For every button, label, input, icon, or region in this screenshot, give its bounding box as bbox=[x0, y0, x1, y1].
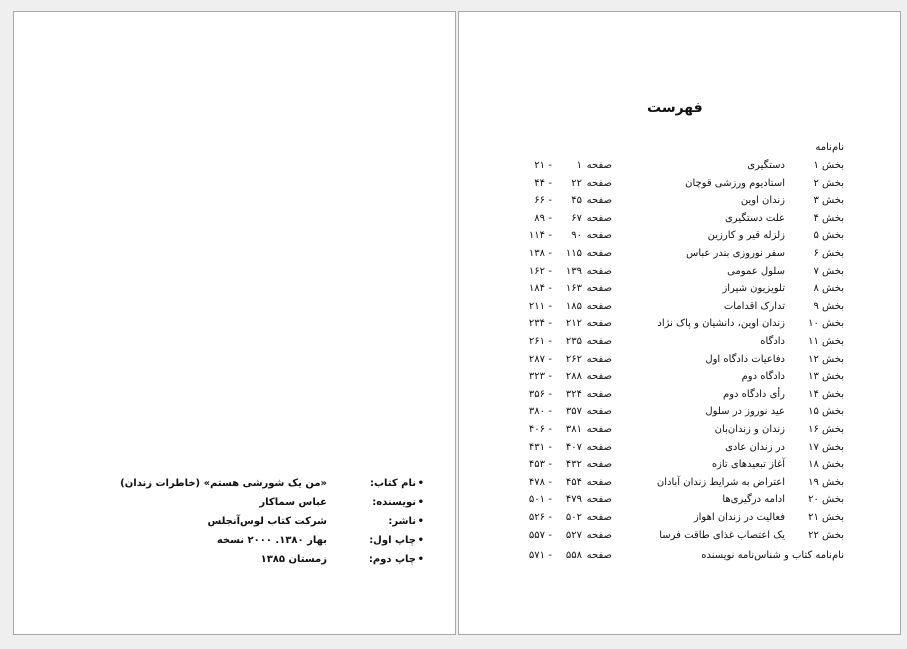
toc-dash: - bbox=[548, 371, 552, 383]
book-info-row bbox=[14, 532, 455, 550]
toc-chapter-title: دادگاه bbox=[760, 336, 785, 347]
book-info-row bbox=[14, 475, 455, 493]
toc-row bbox=[459, 158, 900, 174]
toc-section-number: بخش ۲ bbox=[813, 177, 844, 189]
toc-chapter-title: آغاز تبعیدهای تازه bbox=[711, 459, 785, 471]
bullet-icon: • bbox=[417, 497, 424, 508]
toc-dash: - bbox=[548, 230, 552, 242]
book-info-row bbox=[14, 551, 455, 569]
toc-row bbox=[459, 475, 900, 491]
toc-section-number: بخش ۱۴ bbox=[808, 388, 844, 400]
toc-page-word: صفحه bbox=[586, 529, 612, 541]
toc-row bbox=[459, 457, 900, 473]
toc-subtitle: نام‌نامه bbox=[815, 142, 844, 153]
book-info-row bbox=[14, 494, 455, 512]
toc-page-word: صفحه bbox=[586, 300, 612, 312]
toc-dash: - bbox=[548, 248, 552, 259]
toc-start-page: ۴۵۴ bbox=[565, 476, 582, 488]
toc-row bbox=[459, 422, 900, 438]
toc-section-number: بخش ۱۹ bbox=[808, 476, 844, 488]
book-info-value: شرکت کتاب لوس‌آنجلس bbox=[207, 516, 327, 527]
toc-chapter-title: زندان و زندان‌بان bbox=[714, 424, 785, 435]
toc-end-page: ۲۶۱ bbox=[528, 336, 545, 347]
toc-end-page: ۲۸۷ bbox=[528, 353, 545, 365]
toc-chapter-title: دادگاه دوم bbox=[741, 371, 785, 383]
toc-end-page: ۳۸۰ bbox=[528, 406, 545, 418]
toc-chapter-title: ادامه درگیری‌ها bbox=[722, 494, 785, 506]
toc-dash: - bbox=[548, 512, 552, 523]
toc-row bbox=[459, 404, 900, 420]
toc-page-word: صفحه bbox=[586, 459, 612, 471]
toc-end-page: ۴۴ bbox=[534, 177, 545, 189]
toc-start-page: ۳۵۷ bbox=[565, 406, 582, 418]
toc-page-word: صفحه bbox=[586, 318, 612, 330]
toc-section-number: بخش ۱۶ bbox=[808, 424, 844, 435]
book-info-label: ناشر: bbox=[388, 516, 416, 527]
toc-section-number: بخش ۲۱ bbox=[808, 512, 844, 523]
toc-page-word: صفحه bbox=[586, 230, 612, 242]
toc-section-number: بخش ۱۲ bbox=[808, 353, 844, 365]
toc-start-page: ۲۲ bbox=[571, 177, 582, 189]
bullet-icon: • bbox=[417, 554, 424, 565]
toc-row bbox=[459, 176, 900, 192]
toc-end-page: ۱۸۴ bbox=[528, 283, 545, 295]
toc-section-number: بخش ۱۸ bbox=[808, 459, 844, 471]
toc-start-page: ۳۸۱ bbox=[565, 424, 582, 435]
toc-dash: - bbox=[548, 529, 552, 541]
toc-row bbox=[459, 492, 900, 508]
toc-final-title: نام‌نامه کتاب و شناس‌نامه نویسنده bbox=[701, 550, 844, 562]
toc-page-word: صفحه bbox=[586, 441, 612, 453]
toc-page-word: صفحه bbox=[586, 512, 612, 523]
toc-row bbox=[459, 281, 900, 297]
toc-chapter-title: سلول عمومی bbox=[727, 265, 785, 277]
toc-dash: - bbox=[548, 353, 552, 365]
toc-section-number: بخش ۱۰ bbox=[808, 318, 844, 330]
toc-section-number: بخش ۱ bbox=[813, 160, 844, 171]
toc-row bbox=[459, 299, 900, 315]
toc-section-number: بخش ۲۰ bbox=[808, 494, 844, 506]
book-info-label: نویسنده: bbox=[372, 497, 416, 508]
toc-row bbox=[459, 528, 900, 544]
toc-chapter-title: تلویزیون شیراز bbox=[722, 283, 785, 295]
toc-dash: - bbox=[548, 550, 552, 562]
toc-end-page: ۶۶ bbox=[534, 195, 545, 207]
toc-section-number: بخش ۴ bbox=[813, 212, 844, 224]
toc-section-number: بخش ۷ bbox=[813, 265, 844, 277]
toc-chapter-title: علت دستگیری bbox=[724, 212, 785, 224]
toc-end-page: ۴۰۶ bbox=[528, 424, 545, 435]
toc-start-page: ۴۰۷ bbox=[565, 441, 582, 453]
toc-dash: - bbox=[548, 177, 552, 189]
book-info-value: عباس سماکار bbox=[259, 497, 327, 508]
toc-dash: - bbox=[548, 424, 552, 435]
toc-dash: - bbox=[548, 300, 552, 312]
toc-end-page: ۵۷۱ bbox=[528, 550, 545, 562]
toc-end-page: ۲۳۴ bbox=[528, 318, 545, 330]
toc-chapter-title: رأی دادگاه دوم bbox=[723, 388, 785, 400]
toc-row bbox=[459, 387, 900, 403]
toc-dash: - bbox=[548, 160, 552, 171]
toc-page-word: صفحه bbox=[586, 160, 612, 171]
toc-start-page: ۱۸۵ bbox=[565, 300, 582, 312]
toc-end-page: ۸۹ bbox=[534, 212, 545, 224]
bullet-icon: • bbox=[417, 535, 424, 546]
toc-end-page: ۵۰۱ bbox=[528, 494, 545, 506]
toc-page-word: صفحه bbox=[586, 353, 612, 365]
toc-section-number: بخش ۹ bbox=[813, 300, 844, 312]
toc-chapter-title: در زندان عادی bbox=[725, 441, 785, 453]
bullet-icon: • bbox=[417, 516, 424, 527]
toc-end-page: ۳۲۳ bbox=[528, 371, 545, 383]
toc-section-number: بخش ۸ bbox=[813, 283, 844, 295]
toc-row bbox=[459, 193, 900, 209]
toc-dash: - bbox=[548, 441, 552, 453]
toc-page-word: صفحه bbox=[586, 388, 612, 400]
toc-end-page: ۱۶۲ bbox=[528, 265, 545, 277]
toc-chapter-title: دستگیری bbox=[747, 160, 785, 171]
toc-section-number: بخش ۶ bbox=[813, 248, 844, 259]
toc-dash: - bbox=[548, 283, 552, 295]
toc-end-page: ۱۱۴ bbox=[528, 230, 545, 242]
toc-row bbox=[459, 211, 900, 227]
toc-start-page: ۵۲۷ bbox=[565, 529, 582, 541]
right-page bbox=[458, 11, 901, 635]
toc-page-word: صفحه bbox=[586, 371, 612, 383]
bullet-icon: • bbox=[417, 478, 424, 489]
toc-dash: - bbox=[548, 406, 552, 418]
toc-chapter-title: زلزله قیر و کارزین bbox=[707, 230, 785, 242]
toc-dash: - bbox=[548, 336, 552, 347]
toc-end-page: ۱۳۸ bbox=[528, 248, 545, 259]
left-page bbox=[13, 11, 456, 635]
toc-start-page: ۱۱۵ bbox=[565, 248, 582, 259]
toc-row bbox=[459, 264, 900, 280]
toc-dash: - bbox=[548, 476, 552, 488]
toc-row bbox=[459, 510, 900, 526]
toc-chapter-title: یک اعتصاب غذای طاقت فرسا bbox=[659, 529, 785, 541]
book-info-label: نام کتاب: bbox=[369, 478, 416, 489]
page-title: فهرست bbox=[647, 100, 703, 116]
toc-dash: - bbox=[548, 459, 552, 471]
toc-dash: - bbox=[548, 388, 552, 400]
toc-section-number: بخش ۱۱ bbox=[808, 336, 844, 347]
toc-section-number: بخش ۱۵ bbox=[808, 406, 844, 418]
toc-end-page: ۳۵۶ bbox=[528, 388, 545, 400]
toc-start-page: ۴۷۹ bbox=[565, 494, 582, 506]
toc-start-page: ۱ bbox=[576, 160, 582, 171]
toc-row bbox=[459, 228, 900, 244]
toc-chapter-title: عید نوروز در سلول bbox=[705, 406, 785, 418]
toc-start-page: ۵۰۲ bbox=[565, 512, 582, 523]
toc-end-page: ۵۵۷ bbox=[528, 529, 545, 541]
toc-chapter-title: اعتراض به شرایط زندان آبادان bbox=[656, 476, 785, 488]
toc-page-word: صفحه bbox=[586, 424, 612, 435]
toc-start-page: ۲۸۸ bbox=[565, 371, 582, 383]
toc-row-final bbox=[459, 548, 900, 564]
toc-page-word: صفحه bbox=[586, 265, 612, 277]
toc-section-number: بخش ۱۷ bbox=[808, 441, 844, 453]
toc-row bbox=[459, 316, 900, 332]
toc-dash: - bbox=[548, 212, 552, 224]
toc-dash: - bbox=[548, 195, 552, 207]
toc-end-page: ۲۱ bbox=[534, 160, 545, 171]
toc-dash: - bbox=[548, 318, 552, 330]
toc-start-page: ۱۶۳ bbox=[565, 283, 582, 295]
book-info-label: چاپ اول: bbox=[369, 535, 416, 546]
toc-start-page: ۲۶۲ bbox=[565, 353, 582, 365]
toc-row bbox=[459, 352, 900, 368]
toc-chapter-title: استادیوم ورزشی قوچان bbox=[685, 177, 785, 189]
toc-start-page: ۲۱۲ bbox=[565, 318, 582, 330]
toc-dash: - bbox=[548, 265, 552, 277]
toc-chapter-title: دفاعیات دادگاه اول bbox=[705, 353, 785, 365]
toc-page-word: صفحه bbox=[586, 494, 612, 506]
toc-row bbox=[459, 369, 900, 385]
toc-page-word: صفحه bbox=[586, 248, 612, 259]
toc-page-word: صفحه bbox=[586, 283, 612, 295]
toc-section-number: بخش ۲۲ bbox=[808, 529, 844, 541]
toc-row bbox=[459, 334, 900, 350]
toc-page-word: صفحه bbox=[586, 195, 612, 207]
toc-page-word: صفحه bbox=[586, 406, 612, 418]
book-info-value: بهار ۱۳۸۰. ۲۰۰۰ نسخه bbox=[216, 535, 327, 546]
toc-row bbox=[459, 440, 900, 456]
toc-end-page: ۴۵۳ bbox=[528, 459, 545, 471]
book-info-value: «من یک شورشی هستم» (خاطرات زندان) bbox=[120, 478, 327, 489]
toc-start-page: ۵۵۸ bbox=[565, 550, 582, 562]
toc-chapter-title: زندان اوین bbox=[740, 195, 785, 207]
toc-page-word: صفحه bbox=[586, 550, 612, 562]
toc-dash: - bbox=[548, 494, 552, 506]
toc-start-page: ۴۵ bbox=[571, 195, 582, 207]
toc-page-word: صفحه bbox=[586, 177, 612, 189]
toc-end-page: ۵۲۶ bbox=[528, 512, 545, 523]
toc-row bbox=[459, 246, 900, 262]
toc-start-page: ۱۳۹ bbox=[565, 265, 582, 277]
toc-start-page: ۴۳۲ bbox=[565, 459, 582, 471]
toc-page-word: صفحه bbox=[586, 212, 612, 224]
toc-page-word: صفحه bbox=[586, 476, 612, 488]
toc-start-page: ۲۳۵ bbox=[565, 336, 582, 347]
book-info-value: زمستان ۱۳۸۵ bbox=[260, 554, 327, 565]
toc-page-word: صفحه bbox=[586, 336, 612, 347]
toc-chapter-title: تدارک اقدامات bbox=[723, 300, 785, 312]
toc-chapter-title: سفر نوروزی بندر عباس bbox=[686, 248, 785, 259]
book-info-row bbox=[14, 513, 455, 531]
toc-end-page: ۴۷۸ bbox=[528, 476, 545, 488]
toc-section-number: بخش ۱۳ bbox=[808, 371, 844, 383]
toc-section-number: بخش ۳ bbox=[813, 195, 844, 207]
toc-section-number: بخش ۵ bbox=[813, 230, 844, 242]
toc-end-page: ۴۳۱ bbox=[528, 441, 545, 453]
toc-chapter-title: زندان اوین، دانشیان و پاک نژاد bbox=[657, 318, 785, 330]
toc-start-page: ۳۲۴ bbox=[565, 388, 582, 400]
toc-chapter-title: فعالیت در زندان اهواز bbox=[693, 512, 785, 523]
book-info-label: چاپ دوم: bbox=[368, 554, 416, 565]
toc-start-page: ۹۰ bbox=[571, 230, 582, 242]
toc-start-page: ۶۷ bbox=[571, 212, 582, 224]
toc-end-page: ۲۱۱ bbox=[528, 300, 545, 312]
